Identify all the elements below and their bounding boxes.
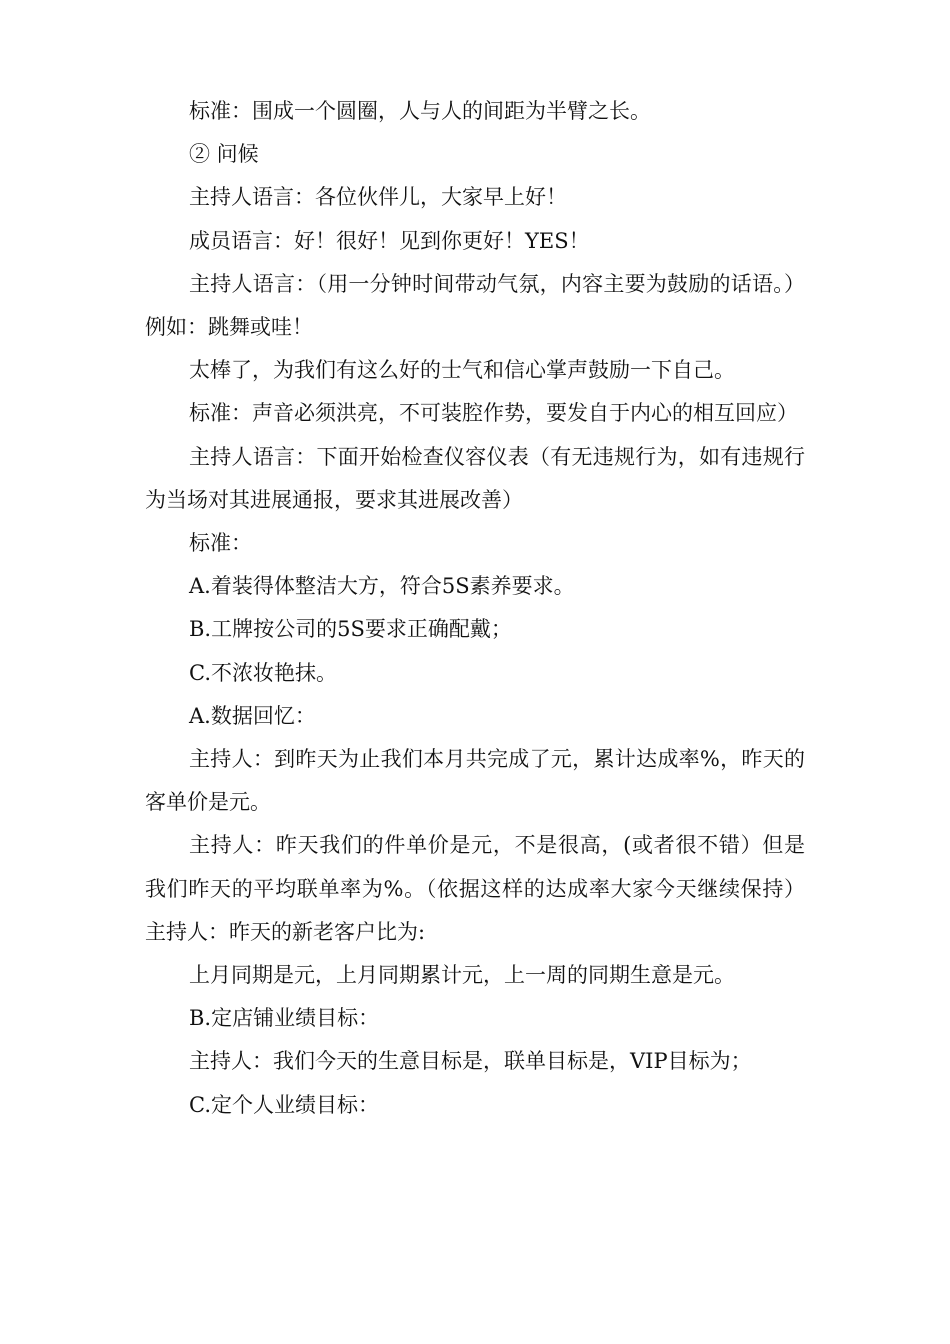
paragraph-standard-c: C.不浓妆艳抹。 xyxy=(189,660,337,685)
paragraph-standard-label: 标准： xyxy=(189,531,252,556)
paragraph-standard-a: A.着装得体整洁大方，符合5S素养要求。 xyxy=(189,574,575,599)
paragraph-host-greeting: 主持人语言：各位伙伴儿，大家早上好！ xyxy=(189,185,567,210)
paragraph-host-unit-price: 主持人：昨天我们的件单价是元，不是很高，(或者很不错）但是我们昨天的平均联单率为%。（依据这样的达成率大家今天继续保持） 主持人：昨天的新老客户比为: xyxy=(145,833,805,944)
paragraph-host-targets: 主持人：我们今天的生意目标是，联单目标是，VIP目标为； xyxy=(189,1049,752,1074)
paragraph-standard-b: B.工牌按公司的5S要求正确配戴； xyxy=(189,617,512,642)
paragraph-last-month: 上月同期是元，上月同期累计元，上一周的同期生意是元。 xyxy=(189,963,735,988)
paragraph-store-target-heading: B.定店铺业绩目标： xyxy=(189,1006,380,1031)
paragraph-standard-circle: 标准：围成一个圆圈，人与人的间距为半臂之长。 xyxy=(189,99,651,123)
paragraph-standard-voice: 标准：声音必须洪亮，不可装腔作势，要发自于内心的相互回应） xyxy=(189,401,798,426)
paragraph-member-response: 成员语言：好！很好！见到你更好！YES！ xyxy=(189,228,590,253)
paragraph-personal-target-heading: C.定个人业绩目标： xyxy=(189,1092,379,1117)
paragraph-greeting-heading: ② 问候 xyxy=(189,142,259,167)
paragraph-host-warmup: 主持人语言：（用一分钟时间带动气氛，内容主要为鼓励的话语。）例如：跳舞或哇！ xyxy=(145,271,805,340)
paragraph-host-appearance-check: 主持人语言：下面开始检查仪容仪表（有无违规行为，如有违规行为当场对其进展通报，要求其进展改善） xyxy=(145,444,805,512)
paragraph-applause: 太棒了，为我们有这么好的士气和信心掌声鼓励一下自己。 xyxy=(189,358,735,383)
paragraph-data-review-heading: A.数据回忆： xyxy=(189,703,316,728)
paragraph-host-monthly-data: 主持人：到昨天为止我们本月共完成了元，累计达成率%，昨天的客单价是元。 xyxy=(145,747,805,815)
document-body xyxy=(145,90,805,1127)
